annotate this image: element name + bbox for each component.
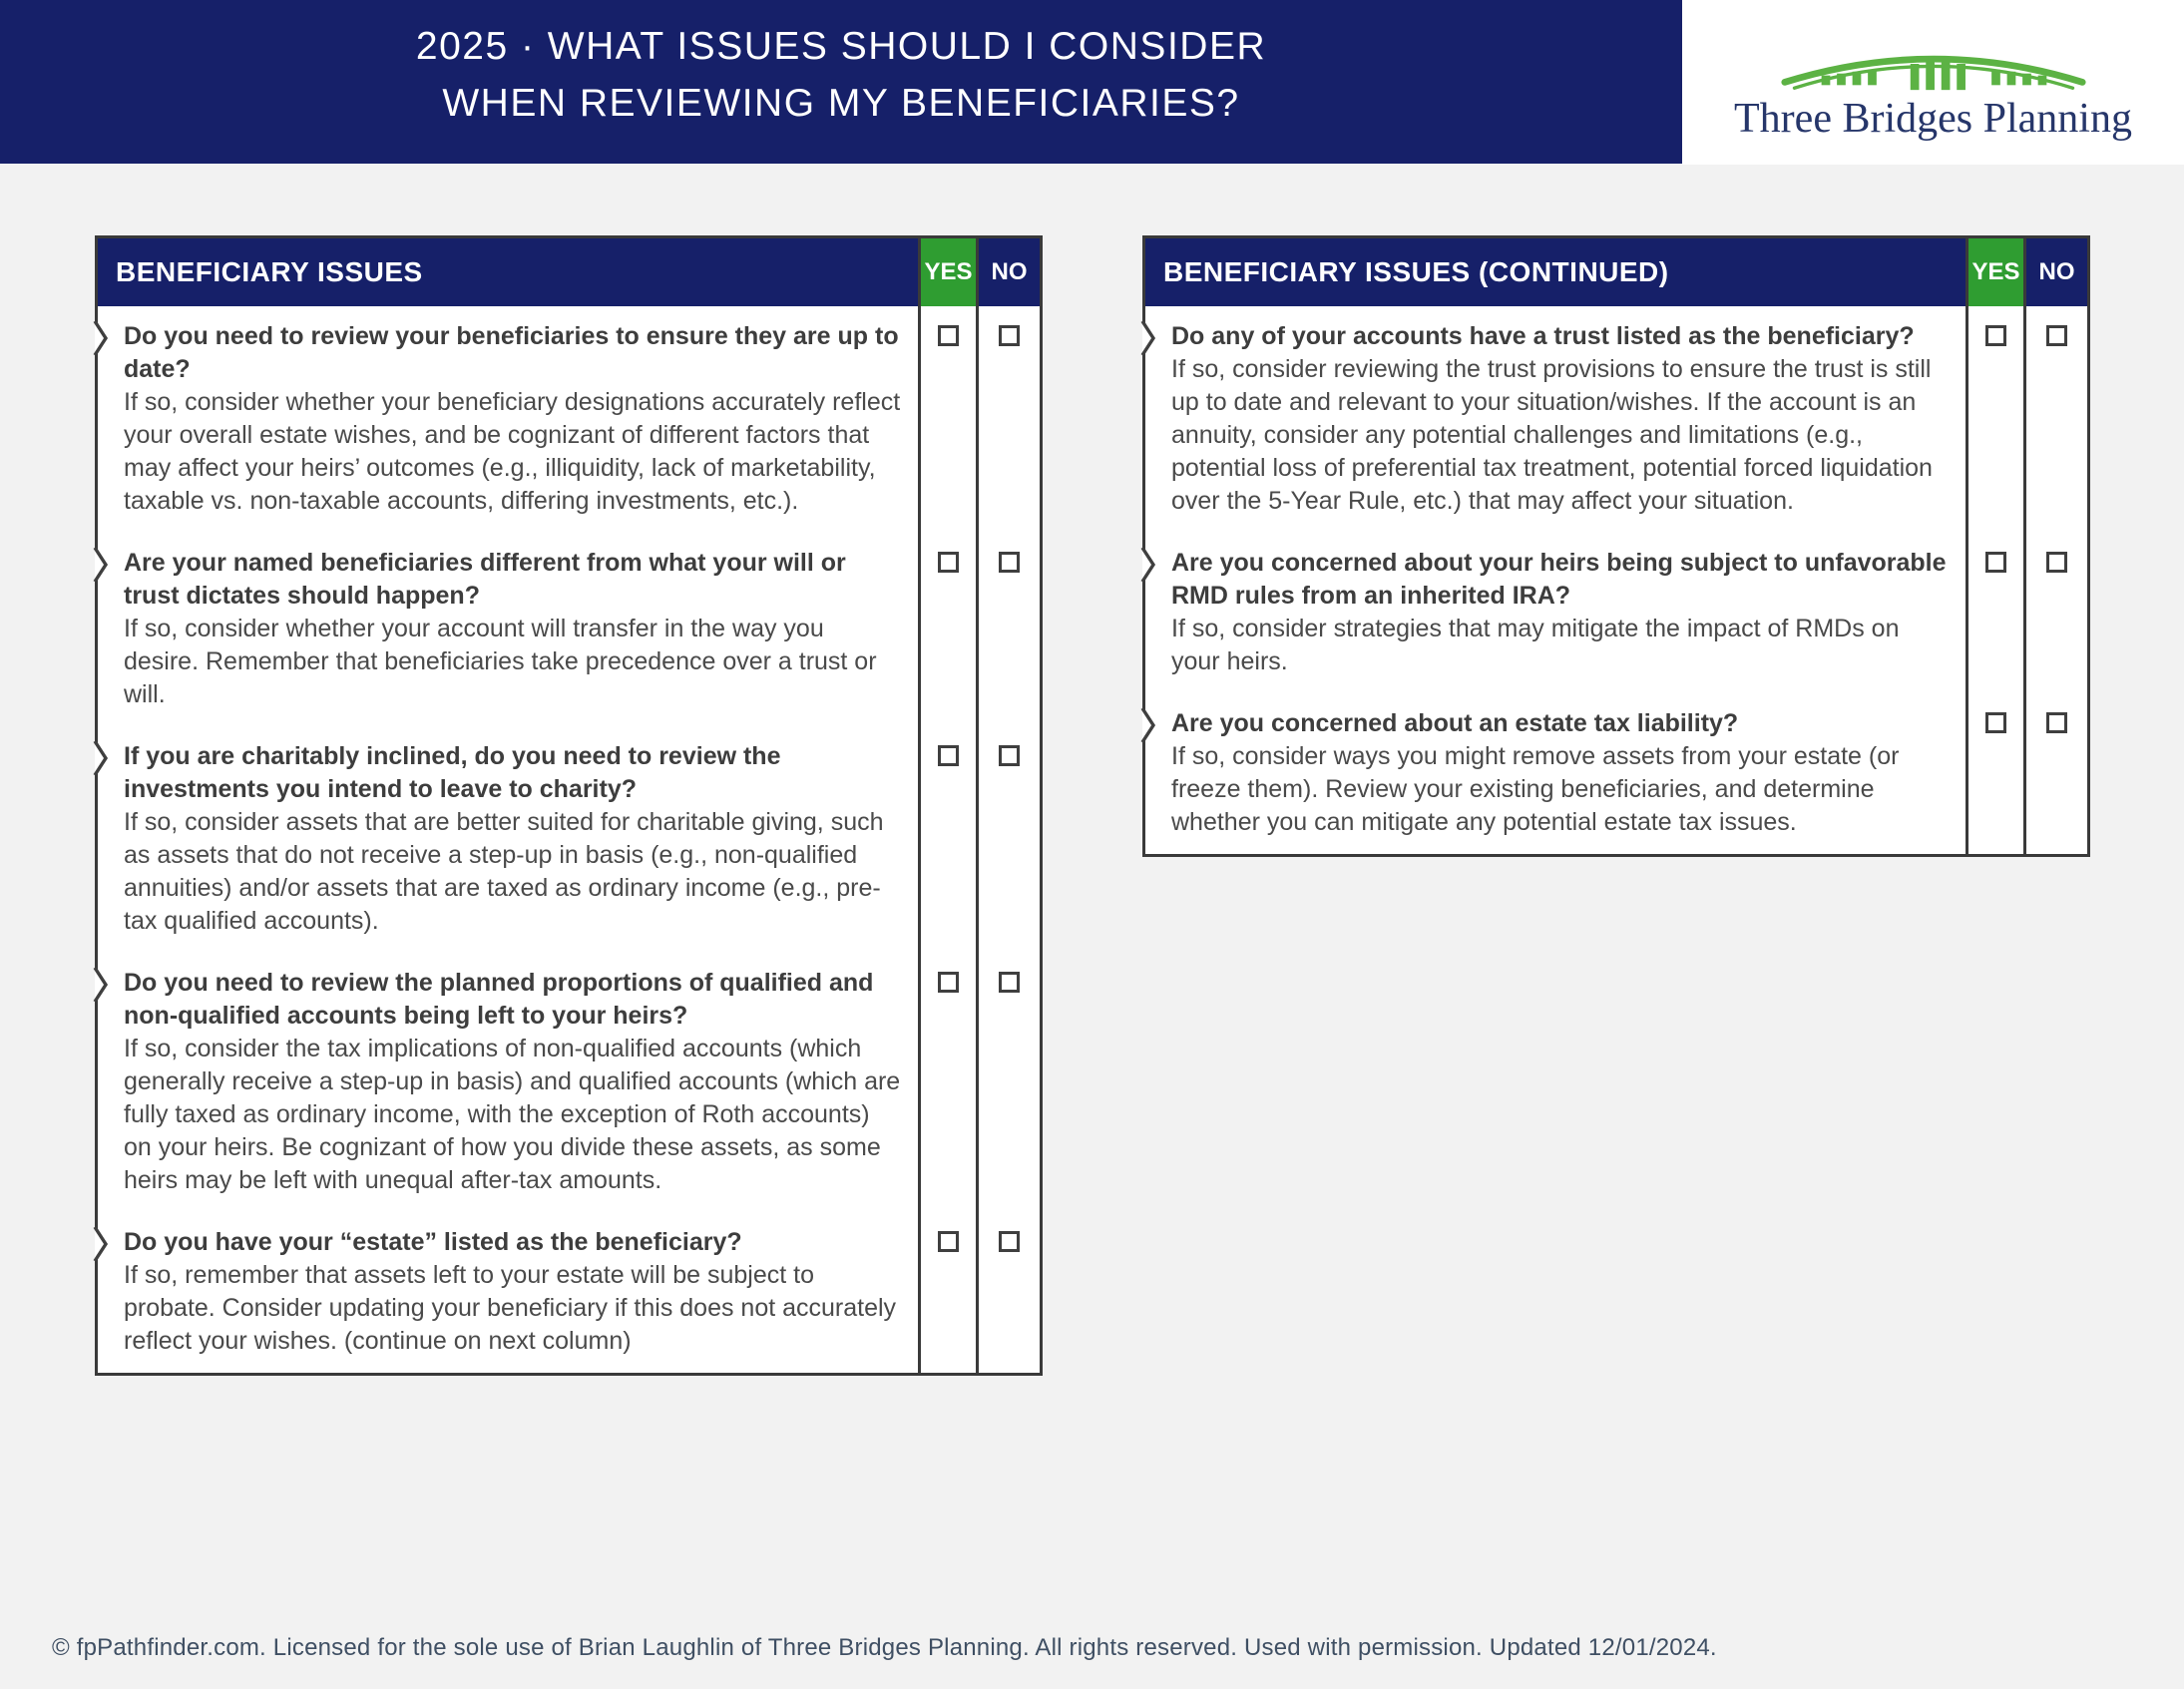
question-row bbox=[1145, 306, 2087, 533]
no-cell bbox=[979, 726, 1040, 953]
chevron-right-icon bbox=[86, 545, 110, 585]
yes-cell bbox=[918, 726, 979, 953]
no-cell bbox=[979, 306, 1040, 533]
question-detail: If so, consider the tax implications of non-qualified accounts (which generally receive a step-up in basis) and qualified accounts (which are fully taxed as ordinary income, with the exception of Roth accounts) on your heirs. Be cognizant of how you divide these assets, as some heirs may be left with unequal after-tax amounts. bbox=[124, 1035, 901, 1194]
no-checkbox[interactable] bbox=[999, 325, 1020, 346]
question-title: Do you need to review the planned proportions of qualified and non-qualified accounts being left to your heirs? bbox=[124, 969, 874, 1030]
question-title: Do any of your accounts have a trust listed as the beneficiary? bbox=[1171, 322, 1915, 350]
question-row bbox=[98, 306, 1040, 533]
question-text bbox=[1145, 306, 1966, 533]
no-checkbox[interactable] bbox=[999, 972, 1020, 993]
question-title: Are you concerned about your heirs being subject to unfavorable RMD rules from an inherited IRA? bbox=[1171, 549, 1947, 610]
card-header bbox=[98, 238, 1040, 306]
yes-cell bbox=[918, 533, 979, 726]
yes-cell bbox=[1966, 533, 2026, 693]
yes-checkbox[interactable] bbox=[938, 745, 959, 766]
page-title bbox=[0, 18, 1682, 132]
question-text bbox=[98, 726, 918, 953]
yes-cell bbox=[1966, 306, 2026, 533]
question-detail: If so, remember that assets left to your estate will be subject to probate. Consider updating your beneficiary if this does not accurately reflect your wishes. (continue on next column) bbox=[124, 1261, 897, 1355]
chevron-right-icon bbox=[1133, 318, 1157, 358]
no-cell bbox=[2026, 693, 2087, 854]
chevron-right-icon bbox=[1133, 545, 1157, 585]
yes-checkbox[interactable] bbox=[1985, 552, 2006, 573]
yes-checkbox[interactable] bbox=[938, 325, 959, 346]
footer-license-text: © fpPathfinder.com. Licensed for the sole use of Brian Laughlin of Three Bridges Planning. All rights reserved. Used with permission. Updated 12/01/2024. bbox=[52, 1634, 1717, 1661]
no-cell bbox=[979, 533, 1040, 726]
chevron-right-icon bbox=[1133, 705, 1157, 745]
question-detail: If so, consider strategies that may mitigate the impact of RMDs on your heirs. bbox=[1171, 615, 1900, 675]
no-column-header: NO bbox=[991, 258, 1028, 285]
no-column-header: NO bbox=[2038, 258, 2075, 285]
yes-checkbox[interactable] bbox=[938, 972, 959, 993]
question-title: Do you need to review your beneficiaries to ensure they are up to date? bbox=[124, 322, 899, 383]
no-cell bbox=[979, 1212, 1040, 1373]
no-checkbox[interactable] bbox=[999, 552, 1020, 573]
question-text bbox=[98, 306, 918, 533]
no-cell bbox=[2026, 306, 2087, 533]
question-text bbox=[1145, 533, 1966, 693]
yes-checkbox[interactable] bbox=[938, 552, 959, 573]
question-text bbox=[98, 953, 918, 1212]
yes-checkbox[interactable] bbox=[1985, 712, 2006, 733]
beneficiary-issues-continued-card bbox=[1142, 235, 2090, 857]
no-checkbox[interactable] bbox=[999, 1231, 1020, 1252]
no-checkbox[interactable] bbox=[2046, 325, 2067, 346]
question-title: Are your named beneficiaries different from what your will or trust dictates should happen? bbox=[124, 549, 846, 610]
chevron-right-icon bbox=[86, 738, 110, 778]
question-detail: If so, consider ways you might remove assets from your estate (or freeze them). Review your existing beneficiaries, and determine whether you can mitigate any potential estate tax issues. bbox=[1171, 742, 1900, 836]
bridge-icon bbox=[1779, 32, 2088, 96]
yes-cell bbox=[918, 1212, 979, 1373]
no-checkbox[interactable] bbox=[999, 745, 1020, 766]
page-title-line1: 2025 · WHAT ISSUES SHOULD I CONSIDER bbox=[415, 25, 1267, 68]
question-title: Do you have your “estate” listed as the beneficiary? bbox=[124, 1228, 742, 1256]
question-row bbox=[1145, 533, 2087, 693]
yes-cell bbox=[918, 953, 979, 1212]
question-title: If you are charitably inclined, do you need to review the investments you intend to leave to charity? bbox=[124, 742, 781, 803]
chevron-right-icon bbox=[86, 318, 110, 358]
card-header bbox=[1145, 238, 2087, 306]
yes-column-header: YES bbox=[918, 238, 979, 306]
card-title: BENEFICIARY ISSUES bbox=[116, 256, 423, 287]
yes-checkbox[interactable] bbox=[1985, 325, 2006, 346]
no-checkbox[interactable] bbox=[2046, 712, 2067, 733]
question-title: Are you concerned about an estate tax liability? bbox=[1171, 709, 1739, 737]
question-detail: If so, consider whether your account will transfer in the way you desire. Remember that beneficiaries take precedence over a trust or will. bbox=[124, 615, 877, 708]
beneficiary-issues-card bbox=[95, 235, 1043, 1376]
yes-cell bbox=[918, 306, 979, 533]
card-title: BENEFICIARY ISSUES (CONTINUED) bbox=[1163, 256, 1669, 287]
question-row bbox=[98, 1212, 1040, 1373]
no-cell bbox=[979, 953, 1040, 1212]
question-detail: If so, consider assets that are better suited for charitable giving, such as assets that do not receive a step-up in basis (e.g., non-qualified annuities) and/or assets that are taxed as ordinary income (e.g., pre-tax qualified accounts). bbox=[124, 808, 884, 935]
yes-checkbox[interactable] bbox=[938, 1231, 959, 1252]
company-logo bbox=[1682, 0, 2184, 165]
question-row bbox=[98, 533, 1040, 726]
chevron-right-icon bbox=[86, 965, 110, 1005]
company-logo-text: Three Bridges Planning bbox=[1734, 95, 2132, 142]
chevron-right-icon bbox=[86, 1224, 110, 1264]
question-row bbox=[98, 726, 1040, 953]
question-row bbox=[1145, 693, 2087, 854]
question-detail: If so, consider whether your beneficiary designations accurately reflect your overall estate wishes, and be cognizant of different factors that may affect your heirs’ outcomes (e.g., illiquidity, lack of marketability, taxable vs. non-taxable accounts, differing investments, etc.). bbox=[124, 388, 901, 515]
question-detail: If so, consider reviewing the trust provisions to ensure the trust is still up to date and relevant to your situation/wishes. If the account is an annuity, consider any potential challenges and limitations (e.g., potential loss of preferential tax treatment, potential forced liquidation over the 5-Year Rule, etc.) that may affect your situation. bbox=[1171, 355, 1933, 515]
no-cell bbox=[2026, 533, 2087, 693]
question-text bbox=[98, 1212, 918, 1373]
page-title-line2: WHEN REVIEWING MY BENEFICIARIES? bbox=[442, 82, 1240, 125]
no-checkbox[interactable] bbox=[2046, 552, 2067, 573]
question-row bbox=[98, 953, 1040, 1212]
question-text bbox=[98, 533, 918, 726]
question-text bbox=[1145, 693, 1966, 854]
yes-column-header: YES bbox=[1966, 238, 2026, 306]
yes-cell bbox=[1966, 693, 2026, 854]
